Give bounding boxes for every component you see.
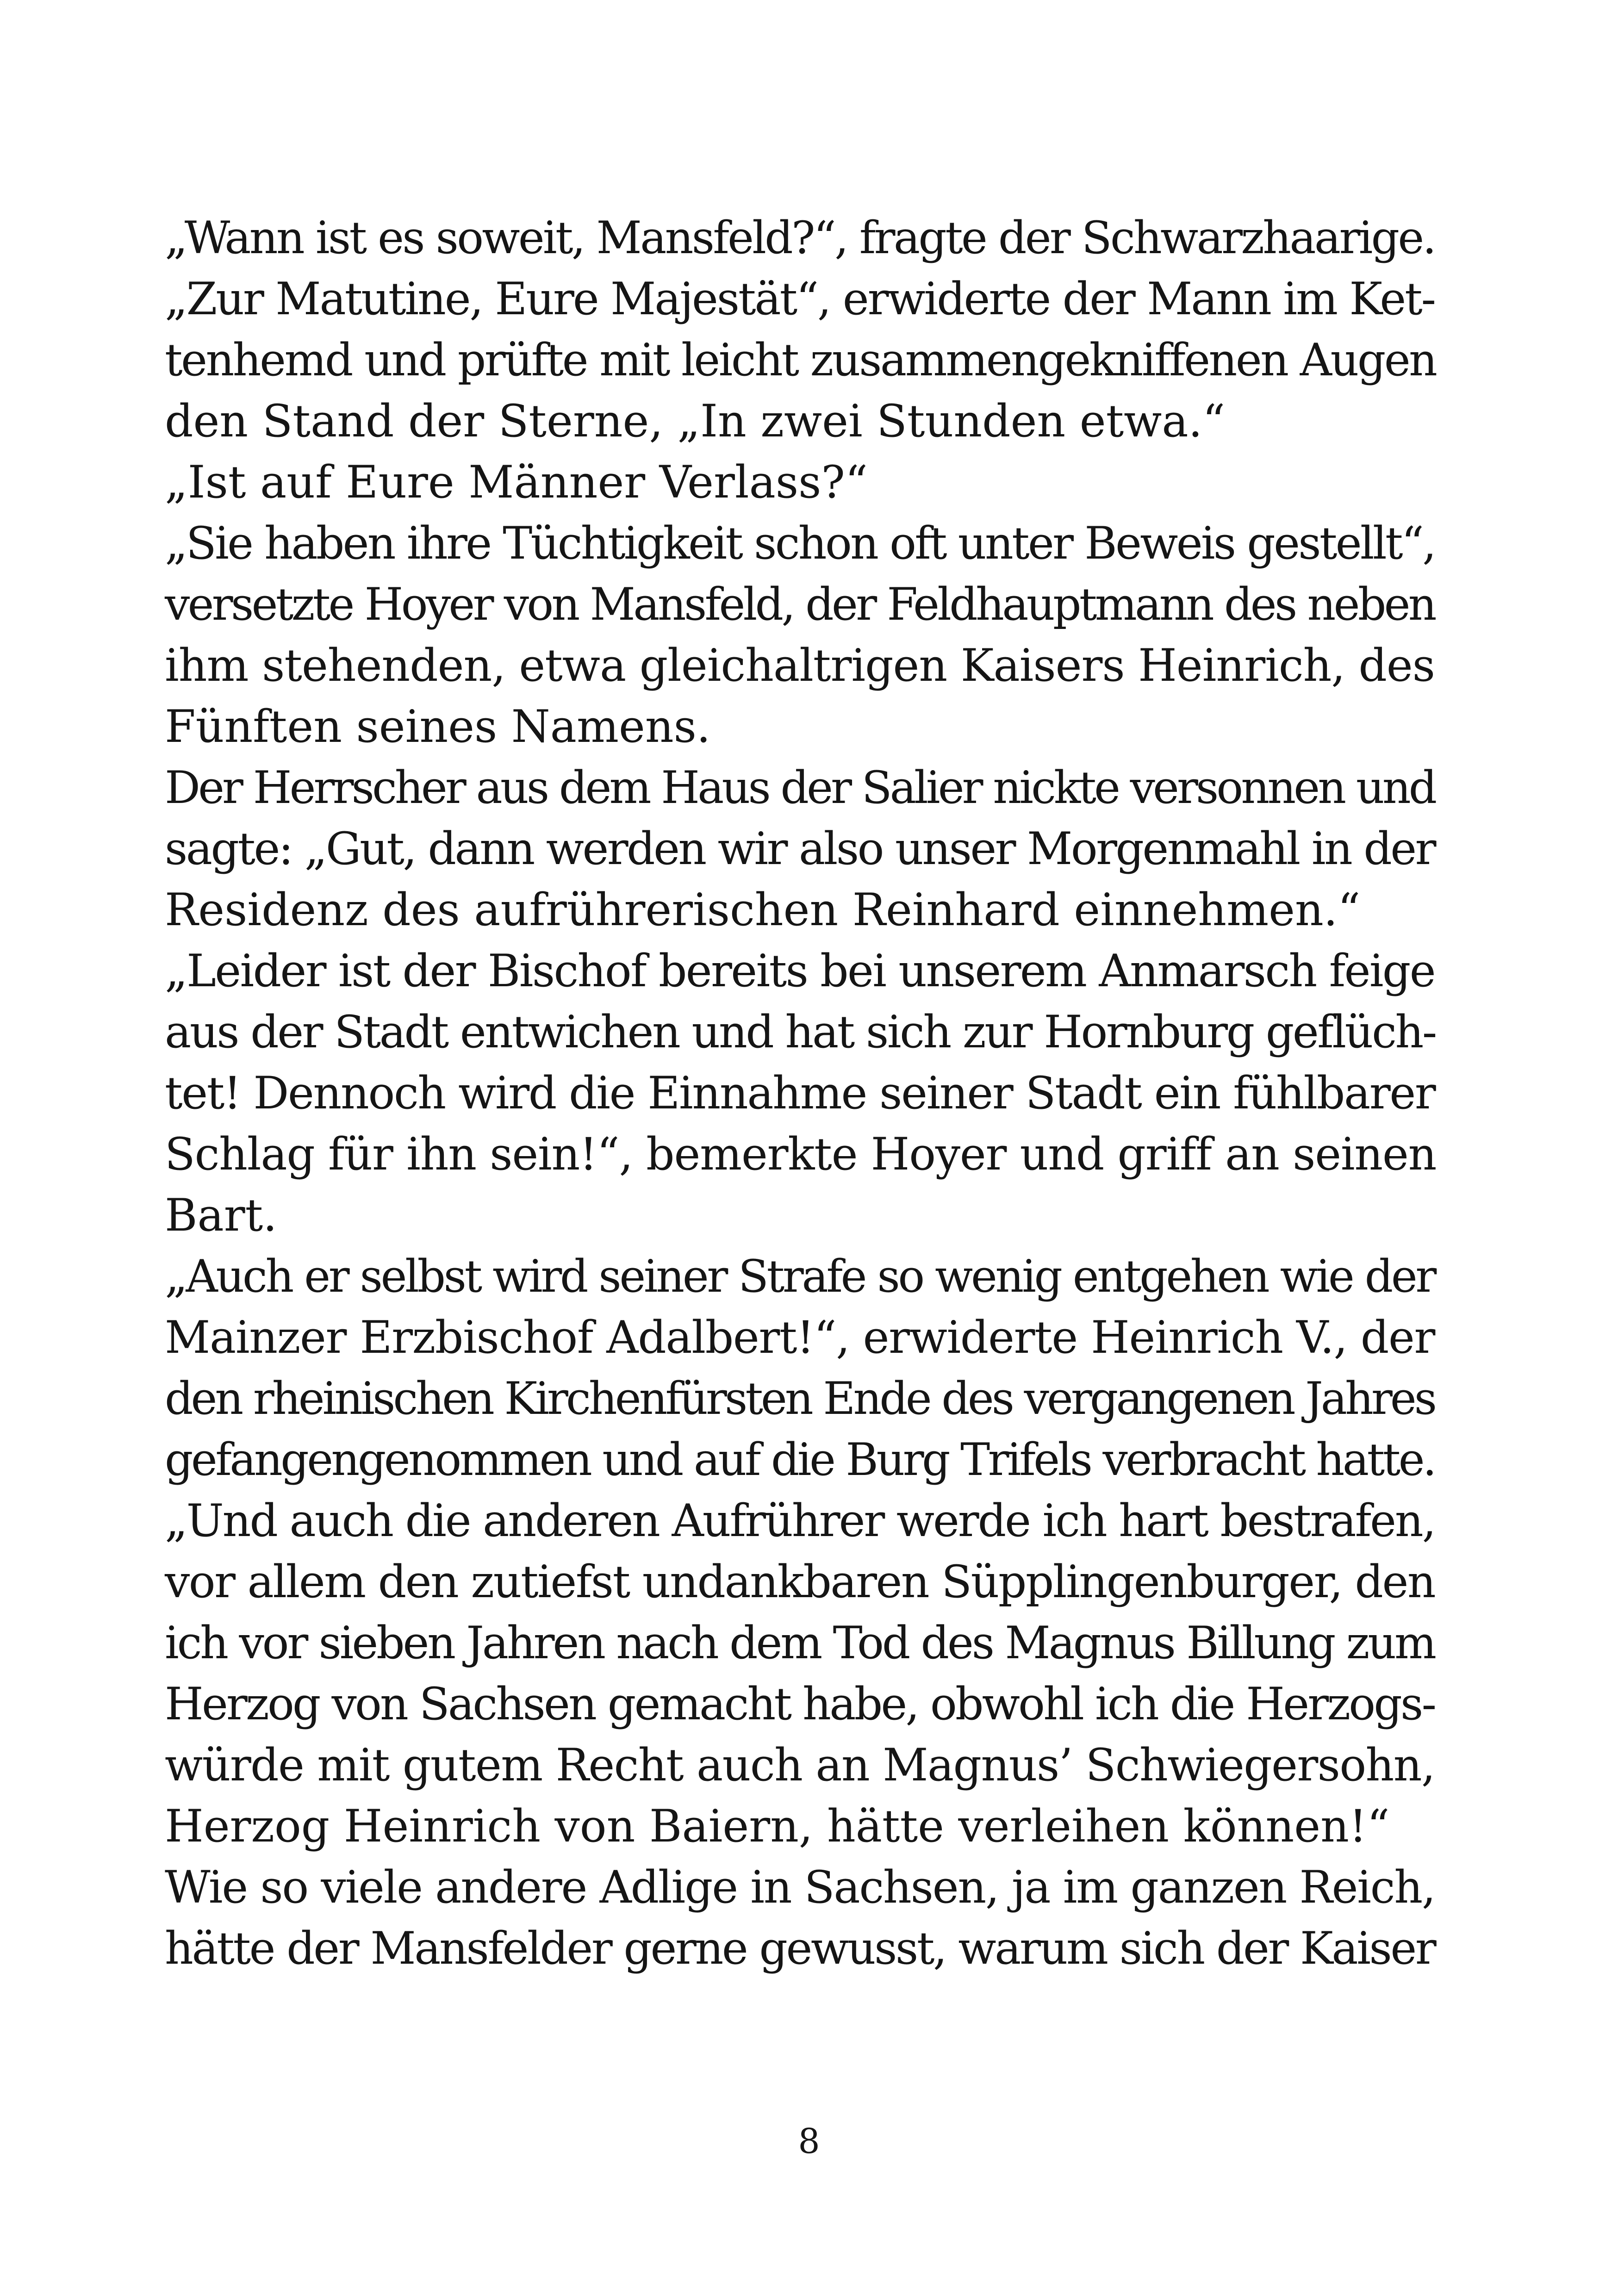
text-line: „Auch er selbst wird seiner Strafe so wenig entgehen wie der: [165, 1251, 1435, 1302]
text-line: tenhemd und prüfte mit leicht zusammengekniffenen Augen: [165, 334, 1436, 386]
text-line: Fünften seines Namens.: [165, 701, 711, 753]
text-line: Der Herrscher aus dem Haus der Salier nickte versonnen und: [165, 762, 1435, 814]
text-line: Bart.: [165, 1189, 277, 1241]
text-line: Residenz des aufrührerischen Reinhard einnehmen.“: [165, 884, 1361, 936]
text-line: „Ist auf Eure Männer Verlass?“: [165, 456, 868, 508]
text-line: aus der Stadt entwichen und hat sich zur Hornburg geflüch-: [165, 1006, 1436, 1058]
text-line: Wie so viele andere Adlige in Sachsen, ja im ganzen Reich,: [165, 1861, 1435, 1913]
text-line: „Wann ist es soweit, Mansfeld?“, fragte der Schwarzhaarige.: [165, 212, 1435, 264]
text-line: würde mit gutem Recht auch an Magnus’ Schwiegersohn,: [165, 1739, 1435, 1791]
text-line: gefangengenommen und auf die Burg Trifels verbracht hatte.: [165, 1434, 1435, 1486]
text-line: den Stand der Sterne, „In zwei Stunden etwa.“: [165, 395, 1226, 447]
text-line: „Und auch die anderen Aufrührer werde ich hart bestrafen,: [165, 1495, 1435, 1547]
text-line: hätte der Mansfelder gerne gewusst, warum sich der Kaiser: [165, 1923, 1435, 1974]
text-line: „Sie haben ihre Tüchtigkeit schon oft unter Beweis gestellt“,: [165, 517, 1435, 569]
text-line: „Zur Matutine, Eure Majestät“, erwiderte der Mann im Ket-: [165, 273, 1435, 325]
text-line: vor allem den zutiefst undankbaren Süpplingenburger, den: [165, 1556, 1435, 1608]
text-line: Mainzer Erzbischof Adalbert!“, erwiderte Heinrich V., der: [165, 1312, 1435, 1363]
text-line: sagte: „Gut, dann werden wir also unser Morgenmahl in der: [165, 823, 1435, 875]
text-line: Schlag für ihn sein!“, bemerkte Hoyer und griff an seinen: [165, 1128, 1437, 1180]
text-line: ihm stehenden, etwa gleichaltrigen Kaisers Heinrich, des: [165, 640, 1435, 691]
text-line: ich vor sieben Jahren nach dem Tod des Magnus Billung zum: [165, 1617, 1435, 1669]
page-number: 8: [798, 2122, 820, 2161]
text-line: den rheinischen Kirchenfürsten Ende des vergangenen Jahres: [165, 1373, 1435, 1425]
text-line: versetzte Hoyer von Mansfeld, der Feldhauptmann des neben: [165, 579, 1435, 630]
text-line: „Leider ist der Bischof bereits bei unserem Anmarsch feige: [165, 945, 1435, 997]
text-line: tet! Dennoch wird die Einnahme seiner Stadt ein fühlbarer: [165, 1067, 1435, 1119]
body-text: [165, 207, 1435, 1979]
text-line: Herzog Heinrich von Baiern, hätte verleihen können!“: [165, 1800, 1390, 1852]
text-line: Herzog von Sachsen gemacht habe, obwohl ich die Herzogs-: [165, 1678, 1435, 1730]
